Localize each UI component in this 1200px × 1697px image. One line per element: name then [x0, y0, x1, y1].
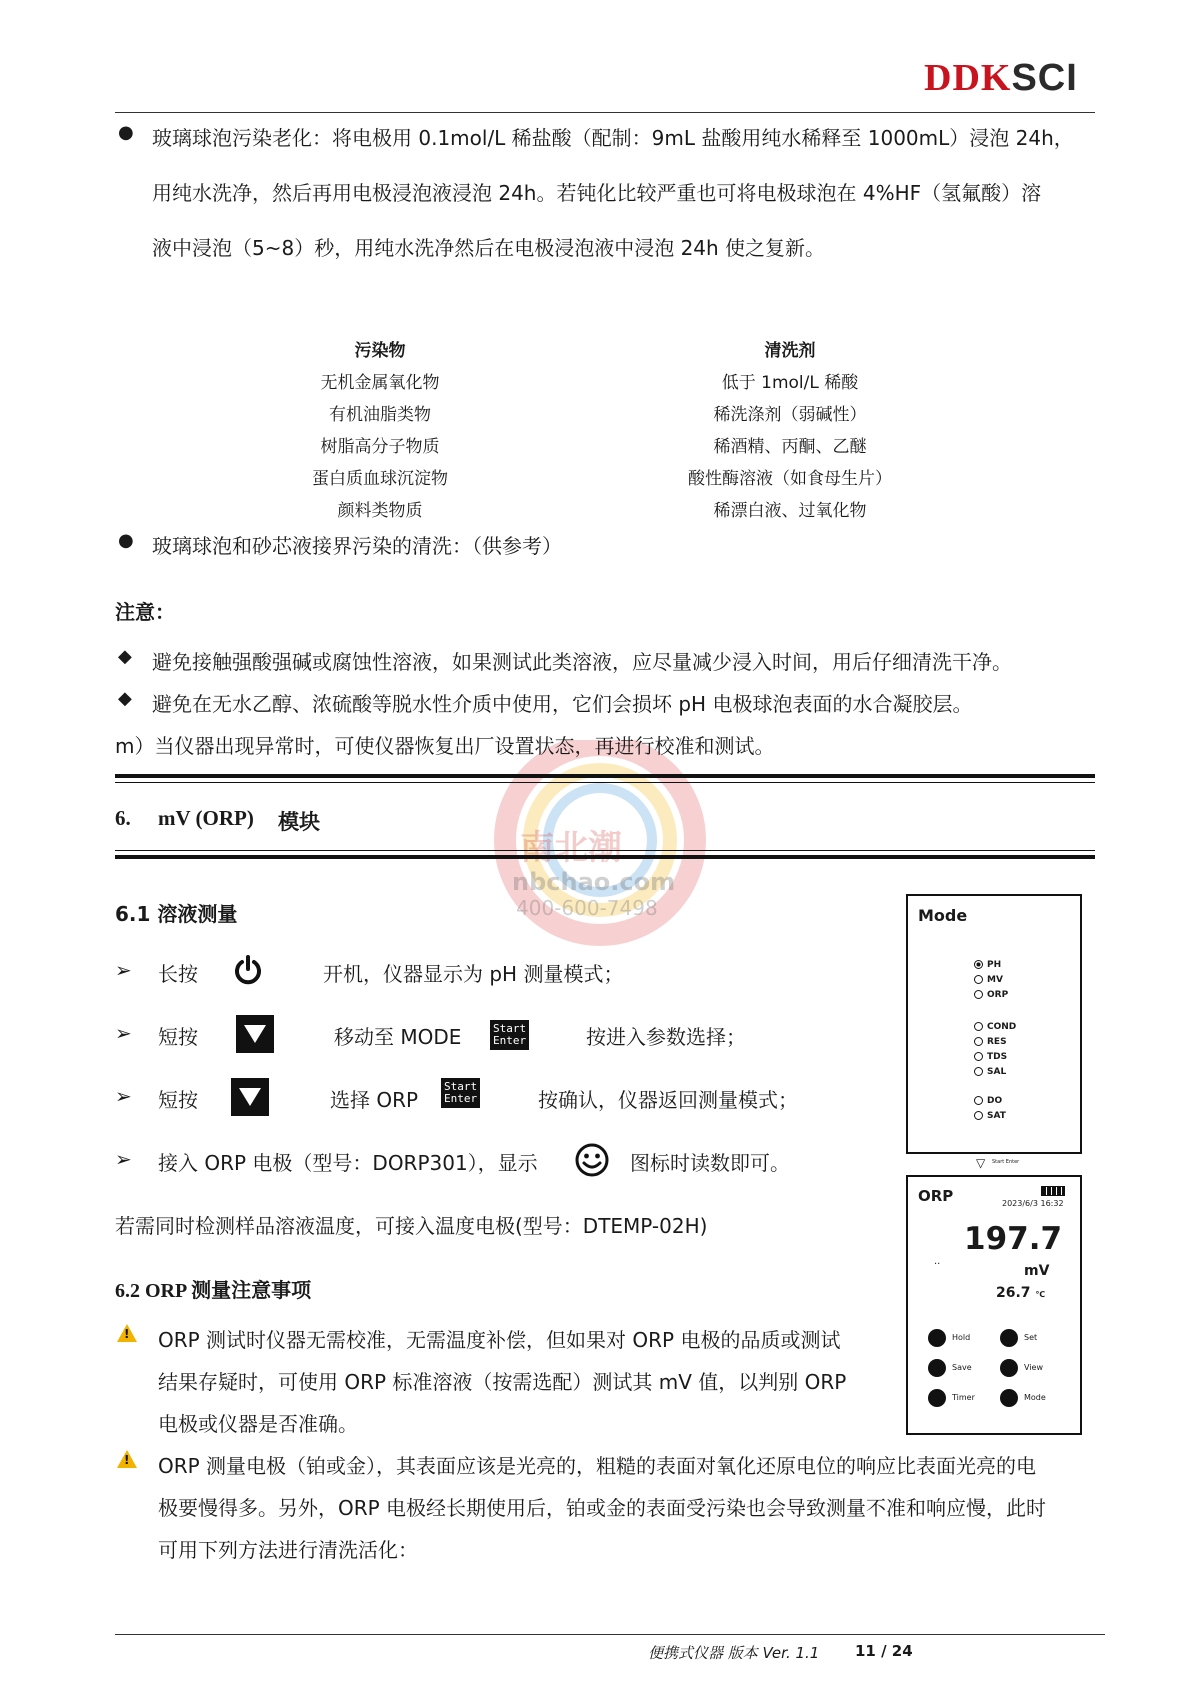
arrow-bullet-icon: ➢: [115, 1084, 132, 1108]
arrow-bullet-icon: ➢: [115, 1021, 132, 1045]
view-icon: [1000, 1359, 1018, 1377]
note-item-m: m）当仪器出现异常时，可使仪器恢复出厂设置状态，再进行校准和测试。: [115, 734, 775, 758]
bullet1-line3: 液中浸泡（5~8）秒，用纯水洗净然后在电极浸泡液中浸泡 24h 使之复新。: [152, 236, 826, 260]
lcd-btn-save: Save: [928, 1357, 972, 1377]
step1-desc: 开机，仪器显示为 pH 测量模式；: [323, 962, 624, 986]
lcd-btn-set: Set: [1000, 1327, 1037, 1347]
down-arrow-key-icon: [236, 1015, 274, 1053]
start-enter-key-icon: [490, 1020, 529, 1050]
radio-option-tds: TDS: [974, 1050, 1016, 1065]
lcd-btn-view: View: [1000, 1357, 1043, 1377]
step1-action: 长按: [158, 962, 198, 986]
radio-option-ph: PH: [974, 958, 1016, 973]
table-cell: 有机油脂类物: [329, 404, 431, 425]
step2-after: 按进入参数选择；: [586, 1025, 746, 1049]
table-cell: 无机金属氧化物: [320, 372, 440, 393]
table-row: [200, 492, 1020, 524]
radio-option-mv: MV: [974, 973, 1016, 988]
table-header: 污染物: [354, 340, 406, 361]
s62-w2-line2: 极要慢得多。另外，ORP 电极经长期使用后，铂或金的表面受污染也会导致测量不准和响应慢，此时: [158, 1496, 1047, 1520]
s62-w2-line1: ORP 测量电极（铂或金），其表面应该是光亮的，粗糙的表面对氧化还原电位的响应比表面光亮的电: [158, 1454, 1037, 1478]
radio-selected-icon: [974, 960, 983, 969]
down-triangle-icon: ▽: [976, 1156, 986, 1170]
enter-key-label: Enter: [444, 1092, 478, 1105]
section6-number: 6.: [115, 806, 131, 830]
step3-desc: 选择 ORP: [330, 1088, 419, 1112]
warning-icon: [117, 1450, 137, 1468]
brand-logo: DDKSCI: [924, 57, 1078, 99]
warning-icon: [117, 1324, 137, 1342]
watermark-phone: 400-600-7498: [516, 896, 658, 920]
radio-icon: [974, 1037, 983, 1046]
smiley-icon: [574, 1142, 610, 1178]
radio-icon: [974, 1096, 983, 1105]
lcd-temp-value: 26.7: [996, 1285, 1031, 1301]
section6-title-en: mV (ORP): [158, 806, 254, 830]
radio-option-orp: ORP: [974, 988, 1016, 1003]
s62-title: 6.2 ORP 测量注意事项: [115, 1280, 312, 1302]
section-rule-top: [115, 774, 1095, 778]
pollutant-table: [200, 332, 1020, 524]
section6-title-cn: 模块: [278, 810, 320, 834]
table-cell: 稀洗涤剂（弱碱性）: [713, 404, 867, 425]
radio-icon: [974, 1022, 983, 1031]
bullet1-line2: 用纯水洗净，然后再用电极浸泡液浸泡 24h。若钝化比较严重也可将电极球泡在 4%HF（氢氟酸）溶: [152, 181, 1042, 205]
bullet-dot: ●: [118, 530, 134, 551]
lcd-btn-timer: Timer: [928, 1387, 975, 1407]
lcd-btn-mode: Mode: [1000, 1387, 1046, 1407]
radio-option-sat: SAT: [974, 1109, 1016, 1124]
timer-icon: [928, 1389, 946, 1407]
page-number: 11 / 24: [855, 1642, 913, 1660]
mode-icon: [1000, 1389, 1018, 1407]
lcd-mode-options: [974, 958, 1016, 1124]
table-row: [200, 396, 1020, 428]
bullet1-line1: 玻璃球泡污染老化：将电极用 0.1mol/L 稀盐酸（配制：9mL 盐酸用纯水稀释至 1000mL）浸泡 24h，: [152, 126, 1074, 150]
bullet-dot: ●: [118, 122, 134, 143]
table-cell: 酸性酶溶液（如食母生片）: [688, 468, 892, 489]
lcd-orp-value: 197.7: [964, 1221, 1063, 1257]
step3-action: 短按: [158, 1088, 198, 1112]
footer-text: 便携式仪器 版本 Ver. 1.1: [648, 1644, 820, 1662]
save-icon: [928, 1359, 946, 1377]
note-title: 注意：: [115, 600, 175, 624]
section-rule-bottom: [115, 855, 1095, 859]
radio-icon: [974, 1111, 983, 1120]
enter-key-label: Enter: [493, 1034, 527, 1047]
s62-w1-line3: 电极或仪器是否准确。: [158, 1412, 358, 1436]
lcd-ellipsis: ··: [934, 1259, 941, 1270]
diamond-icon: ◆: [118, 688, 132, 709]
hold-icon: [928, 1329, 946, 1347]
power-icon: [232, 954, 264, 986]
bullet2-text: 玻璃球泡和砂芯液接界污染的清洗：（供参考）: [152, 534, 562, 558]
note-item2: 避免在无水乙醇、浓硫酸等脱水性介质中使用，它们会损坏 pH 电极球泡表面的水合凝胶层。: [152, 692, 973, 716]
radio-icon: [974, 1067, 983, 1076]
lcd-orp-unit: mV: [1024, 1263, 1050, 1279]
lcd-datetime: 2023/6/3 16:32: [1002, 1199, 1064, 1208]
start-enter-key-icon: [441, 1078, 480, 1108]
table-cell: 蛋白质血球沉淀物: [312, 468, 448, 489]
step4-after: 图标时读数即可。: [630, 1151, 790, 1175]
radio-option-sal: SAL: [974, 1065, 1016, 1080]
table-header: 清洗剂: [764, 340, 816, 361]
arrow-bullet-icon: ➢: [115, 1147, 132, 1171]
arrow-bullet-icon: ➢: [115, 958, 132, 982]
diamond-icon: ◆: [118, 646, 132, 667]
table-cell: 颜料类物质: [337, 500, 423, 521]
radio-option-do: DO: [974, 1094, 1016, 1109]
s61-title: 6.1 溶液测量: [115, 902, 238, 926]
radio-icon: [974, 975, 983, 984]
lcd-hint: Start Enter: [992, 1159, 1020, 1165]
table-header-row: [200, 332, 1020, 364]
table-row: [200, 364, 1020, 396]
section-rule-top-thin: [115, 782, 1095, 783]
lcd-btn-hold: Hold: [928, 1327, 970, 1347]
table-row: [200, 428, 1020, 460]
lcd-orp-mode: ORP: [918, 1187, 954, 1205]
watermark-site: nbchao.com: [512, 868, 676, 896]
step2-action: 短按: [158, 1025, 198, 1049]
s62-w2-line3: 可用下列方法进行清洗活化：: [158, 1538, 418, 1562]
table-cell: 树脂高分子物质: [320, 436, 440, 457]
watermark-brand: 南北潮: [520, 828, 622, 868]
table-row: [200, 460, 1020, 492]
lcd-mode-screen: [906, 894, 1082, 1154]
lcd-orp-screen: [906, 1175, 1082, 1435]
step3-after: 按确认，仪器返回测量模式；: [538, 1088, 798, 1112]
table-cell: 稀漂白液、过氧化物: [713, 500, 867, 521]
start-key-label: Start: [493, 1022, 527, 1035]
header-rule: [115, 112, 1095, 113]
section-rule-bottom-thin: [115, 850, 1095, 851]
s62-w1-line2: 结果存疑时，可使用 ORP 标准溶液（按需选配）测试其 mV 值，以判别 ORP: [158, 1370, 847, 1394]
table-cell: 稀酒精、丙酮、乙醚: [713, 436, 867, 457]
temp-note: 若需同时检测样品溶液温度，可接入温度电极(型号：DTEMP-02H): [115, 1214, 708, 1238]
footer-rule: [115, 1634, 1105, 1635]
s62-w1-line1: ORP 测试时仪器无需校准，无需温度补偿，但如果对 ORP 电极的品质或测试: [158, 1328, 841, 1352]
start-key-label: Start: [444, 1080, 478, 1093]
note-item1: 避免接触强酸强碱或腐蚀性溶液，如果测试此类溶液，应尽量减少浸入时间，用后仔细清洗干净。: [152, 650, 1012, 674]
radio-icon: [974, 990, 983, 999]
lcd-temp-unit: ℃: [1035, 1290, 1046, 1299]
down-arrow-key-icon: [231, 1078, 269, 1116]
radio-option-res: RES: [974, 1035, 1016, 1050]
radio-option-cond: COND: [974, 1020, 1016, 1035]
table-cell: 低于 1mol/L 稀酸: [721, 372, 859, 393]
radio-icon: [974, 1052, 983, 1061]
battery-icon: [1041, 1186, 1065, 1196]
step2-desc: 移动至 MODE: [334, 1025, 462, 1049]
step4-desc: 接入 ORP 电极（型号：DORP301），显示: [158, 1151, 538, 1175]
lcd-temp: [996, 1285, 1045, 1301]
gear-icon: [1000, 1329, 1018, 1347]
lcd-mode-title: Mode: [918, 906, 968, 925]
